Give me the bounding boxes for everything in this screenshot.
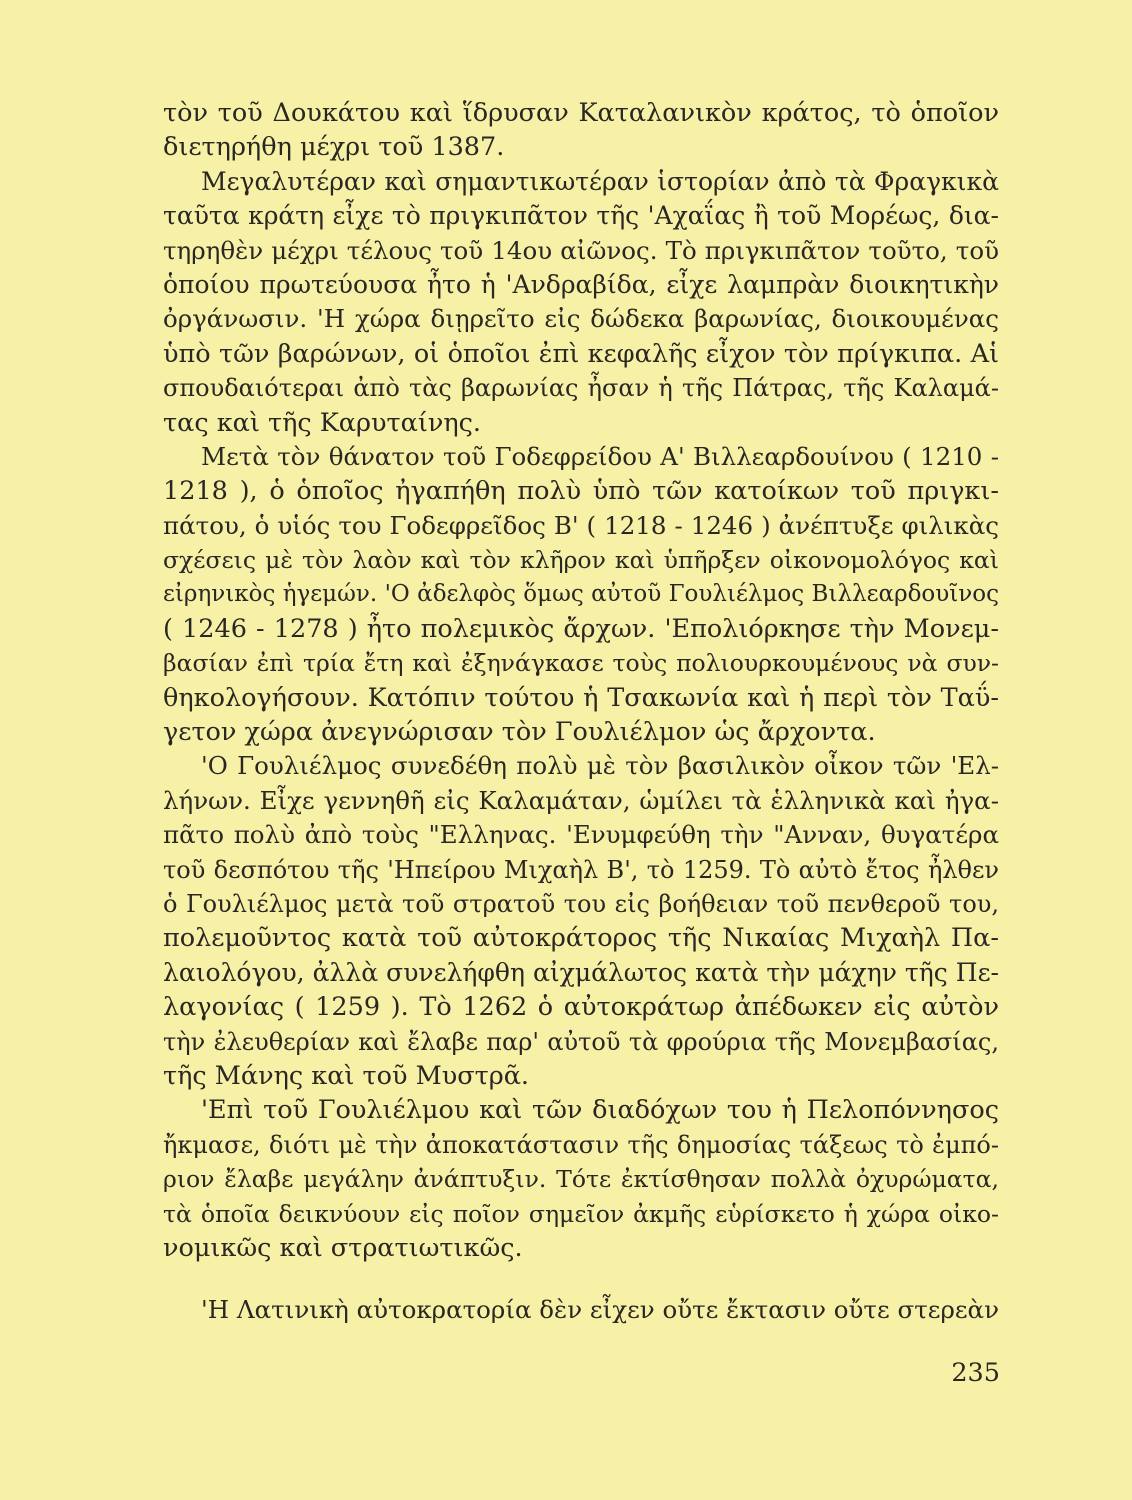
text-line: θηκολογήσουν. Κατόπιν τούτου ἡ Τσακωνία καὶ ἡ περὶ τὸν Ταΰ- — [163, 682, 999, 713]
text-line: τὸν τοῦ Δουκάτου καὶ ἵδρυσαν Καταλανικὸν κράτος, τὸ ὁποῖον — [163, 98, 999, 128]
text-line: πολεμοῦντος κατὰ τοῦ αὐτοκράτορος τῆς Νικαίας Μιχαὴλ Πα- — [163, 923, 999, 954]
text-line: σπουδαιότεραι ἀπὸ τὰς βαρωνίας ἦσαν ἡ τῆς Πάτρας, τῆς Καλαμά- — [163, 374, 999, 403]
text-line: ριον ἔλαβε μεγάλην ἀνάπτυξιν. Τότε ἐκτίσθησαν πολλὰ ὀχυρώματα, — [163, 1165, 999, 1194]
text-line: 'Ο Γουλιέλμος συνεδέθη πολὺ μὲ τὸν βασιλικὸν οἶκον τῶν 'Ελ- — [201, 751, 999, 781]
body-text — [163, 96, 999, 1328]
paragraph — [163, 440, 999, 750]
section-gap — [163, 1265, 999, 1293]
text-line: ὁ Γουλιέλμος μετὰ τοῦ στρατοῦ του εἰς βοήθειαν τοῦ πενθεροῦ του, — [163, 889, 999, 918]
text-line: ( 1246 - 1278 ) ἦτο πολεμικὸς ἄρχων. 'Επολιόρκησε τὴν Μονεμ- — [163, 613, 999, 644]
text-line: ἤκμασε, διότι μὲ τὴν ἀποκατάστασιν τῆς δημοσίας τάξεως τὸ ἐμπό- — [163, 1130, 999, 1159]
paragraph — [163, 1093, 999, 1265]
text-line: ταῦτα κράτη εἶχε τὸ πριγκιπᾶτον τῆς 'Αχαΐας ἢ τοῦ Μορέως, δια- — [163, 201, 999, 231]
paragraph — [163, 1293, 999, 1327]
text-line: ὑπὸ τῶν βαρώνων, οἱ ὁποῖοι ἐπὶ κεφαλῆς εἶχον τὸν πρίγκιπα. Αἱ — [163, 338, 999, 369]
paragraph — [163, 749, 999, 1093]
page-number: 235 — [951, 1358, 1000, 1388]
text-line: Μεγαλυτέραν καὶ σημαντικωτέραν ἱστορίαν ἀπὸ τὰ Φραγκικὰ — [201, 166, 999, 196]
text-line: 'Η Λατινικὴ αὐτοκρατορία δὲν εἶχεν οὔτε ἔκτασιν οὔτε στερεὰν — [201, 1295, 999, 1325]
text-line: ὁποίου πρωτεύουσα ἦτο ἡ 'Ανδραβίδα, εἶχε λαμπρὰν διοικητικὴν — [163, 269, 999, 299]
text-line: 'Επὶ τοῦ Γουλιέλμου καὶ τῶν διαδόχων του ἡ Πελοπόννησος — [201, 1095, 999, 1126]
text-line: διετηρήθη μέχρι τοῦ 1387. — [163, 132, 505, 163]
text-line: τηρηθὲν μέχρι τέλους τοῦ 14ου αἰῶνος. Τὸ πριγκιπᾶτον τοῦτο, τοῦ — [163, 235, 999, 265]
text-line: τὰ ὁποῖα δεικνύουν εἰς ποῖον σημεῖον ἀκμῆς εὑρίσκετο ἡ χώρα οἰκο- — [163, 1199, 999, 1228]
text-line: νομικῶς καὶ στρατιωτικῶς. — [163, 1232, 523, 1263]
text-line: τοῦ δεσπότου τῆς 'Ηπείρου Μιχαὴλ Β', τὸ 1259. Τὸ αὐτὸ ἔτος ἦλθεν — [163, 855, 999, 884]
text-line: πάτου, ὁ υἱός του Γοδεφρεῖδος Β' ( 1218 - 1246 ) ἀνέπτυξε φιλικὰς — [163, 510, 999, 540]
text-line: 1218 ), ὁ ὁποῖος ἠγαπήθη πολὺ ὑπὸ τῶν κατοίκων τοῦ πριγκι- — [163, 476, 999, 507]
text-line: πᾶτο πολὺ ἀπὸ τοὺς "Ελληνας. 'Ενυμφεύθη τὴν "Ανναν, θυγατέρα — [163, 820, 999, 850]
text-line: γετον χώρα ἀνεγνώρισαν τὸν Γουλιέλμον ὡς ἄρχοντα. — [163, 717, 876, 748]
text-line: τας καὶ τῆς Καρυταίνης. — [163, 407, 482, 438]
text-line: τῆς Μάνης καὶ τοῦ Μυστρᾶ. — [163, 1060, 530, 1091]
text-line: Μετὰ τὸν θάνατον τοῦ Γοδεφρείδου Α' Βιλλεαρδουίνου ( 1210 - — [201, 441, 999, 471]
text-line: λήνων. Εἶχε γεννηθῆ εἰς Καλαμάταν, ὡμίλει τὰ ἑλληνικὰ καὶ ἠγα- — [163, 785, 999, 815]
text-line: τὴν ἐλευθερίαν καὶ ἔλαβε παρ' αὐτοῦ τὰ φρούρια τῆς Μονεμβασίας, — [163, 1027, 999, 1056]
paragraph — [163, 96, 999, 165]
text-line: βασίαν ἐπὶ τρία ἔτη καὶ ἐξηνάγκασε τοὺς πολιουρκουμένους νὰ συν- — [163, 649, 999, 678]
text-line: σχέσεις μὲ τὸν λαὸν καὶ τὸν κλῆρον καὶ ὑπῆρξεν οἰκονομολόγος καὶ — [163, 546, 999, 575]
text-line: ὀργάνωσιν. 'Η χώρα διῃρεῖτο εἰς δώδεκα βαρωνίας, διοικουμένας — [163, 304, 999, 334]
paragraph — [163, 165, 999, 440]
text-line: λαγονίας ( 1259 ). Τὸ 1262 ὁ αὐτοκράτωρ ἀπέδωκεν εἰς αὐτὸν — [163, 992, 999, 1023]
text-line: εἰρηνικὸς ἡγεμών. 'Ο ἀδελφὸς ὅμως αὐτοῦ Γουλιέλμος Βιλλεαρδουῖνος — [163, 581, 999, 608]
text-line: λαιολόγου, ἀλλὰ συνελήφθη αἰχμάλωτος κατὰ τὴν μάχην τῆς Πε- — [163, 957, 999, 987]
